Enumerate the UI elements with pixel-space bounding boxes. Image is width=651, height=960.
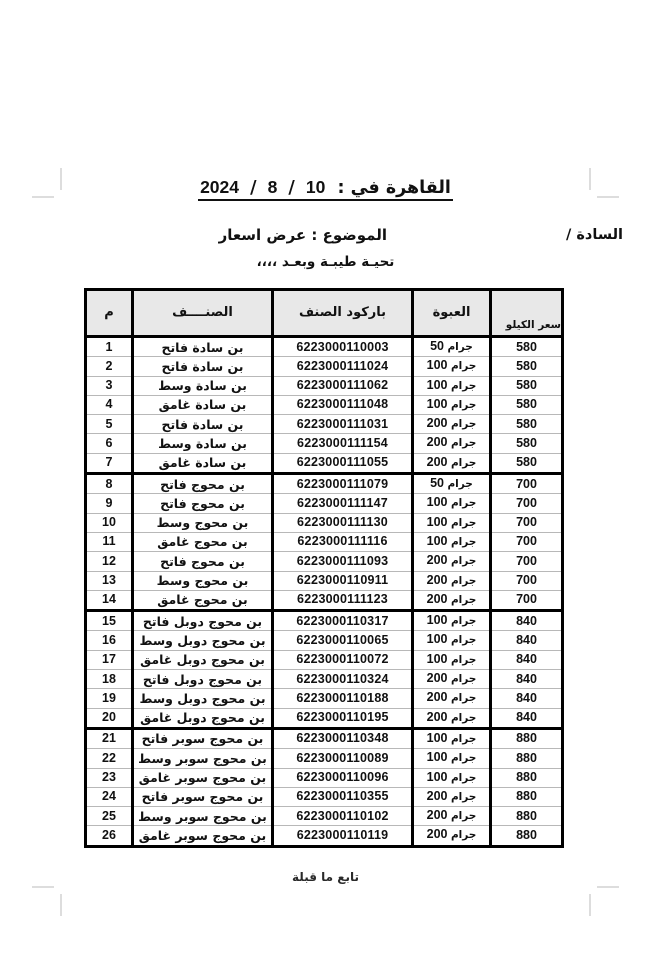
cell-price: 880 — [491, 787, 563, 806]
cell-price: 580 — [491, 415, 563, 434]
cell-barcode: 6223000110317 — [273, 611, 413, 631]
cell-index: 20 — [86, 708, 133, 728]
pack-quantity: 50 — [430, 339, 444, 353]
greeting-line: تحيـة طيبـة وبعـد ،،،، — [256, 254, 395, 270]
cell-index: 18 — [86, 670, 133, 689]
column-header-pack: العبوة — [413, 290, 491, 337]
pack-quantity: 200 — [426, 808, 448, 823]
date-separator-2: / — [250, 178, 257, 198]
cell-barcode: 6223000111079 — [273, 474, 413, 494]
cell-index: 1 — [86, 337, 133, 357]
cell-pack — [413, 376, 491, 395]
cell-barcode: 6223000111130 — [273, 513, 413, 532]
cell-product-name: بن سادة غامق — [133, 395, 273, 414]
pack-quantity: 200 — [426, 690, 448, 705]
pack-quantity: 100 — [426, 495, 448, 510]
cell-product-name: بن محوج غامق — [133, 590, 273, 610]
pack-quantity: 200 — [426, 454, 448, 469]
cell-price: 880 — [491, 807, 563, 826]
table-row — [86, 494, 563, 513]
date-label: القاهرة في : — [337, 178, 451, 198]
cell-pack — [413, 631, 491, 650]
cell-index: 19 — [86, 689, 133, 708]
cell-barcode: 6223000111062 — [273, 376, 413, 395]
pack-unit: جرام — [450, 653, 477, 666]
cell-barcode: 6223000110119 — [273, 826, 413, 846]
cell-barcode: 6223000110195 — [273, 708, 413, 728]
cell-price: 580 — [491, 337, 563, 357]
table-row — [86, 611, 563, 631]
pack-unit: جرام — [450, 574, 477, 587]
pack-quantity: 100 — [426, 750, 448, 765]
cell-product-name: بن محوج دوبل غامق — [133, 708, 273, 728]
cell-pack — [413, 494, 491, 513]
cell-pack — [413, 337, 491, 357]
cell-product-name: بن محوج فاتح — [133, 494, 273, 513]
cell-price: 840 — [491, 650, 563, 669]
pack-unit: جرام — [450, 379, 477, 392]
table-row — [86, 395, 563, 414]
pack-unit: جرام — [450, 437, 477, 450]
table-row — [86, 650, 563, 669]
cell-product-name: بن محوج سوبر غامق — [133, 826, 273, 846]
date-month: 8 — [267, 177, 278, 197]
cell-pack — [413, 708, 491, 728]
cell-index: 5 — [86, 415, 133, 434]
cell-barcode: 6223000111123 — [273, 590, 413, 610]
pack-quantity: 200 — [426, 416, 448, 431]
cell-price: 880 — [491, 768, 563, 787]
cell-barcode: 6223000110355 — [273, 787, 413, 806]
cell-pack — [413, 670, 491, 689]
pack-unit: جرام — [450, 535, 477, 548]
cell-pack — [413, 826, 491, 846]
table-row — [86, 728, 563, 748]
pack-quantity: 100 — [426, 632, 448, 647]
cell-index: 22 — [86, 749, 133, 768]
cell-barcode: 6223000110065 — [273, 631, 413, 650]
column-header-index: م — [86, 290, 133, 337]
table-row — [86, 532, 563, 551]
cell-product-name: بن سادة فاتح — [133, 357, 273, 376]
cell-barcode: 6223000110089 — [273, 749, 413, 768]
date-line — [0, 177, 651, 201]
pack-quantity: 100 — [426, 769, 448, 784]
table-row — [86, 453, 563, 473]
cell-product-name: بن محوج وسط — [133, 513, 273, 532]
cell-index: 16 — [86, 631, 133, 650]
header-row — [86, 290, 563, 337]
pack-unit: جرام — [450, 555, 477, 568]
cell-pack — [413, 434, 491, 453]
pack-quantity: 200 — [426, 788, 448, 803]
table-row — [86, 415, 563, 434]
table-row — [86, 708, 563, 728]
cell-barcode: 6223000110188 — [273, 689, 413, 708]
table-row — [86, 513, 563, 532]
cell-product-name: بن محوج سوبر غامق — [133, 768, 273, 787]
table-row — [86, 689, 563, 708]
date-separator-1: / — [288, 178, 295, 198]
cell-pack — [413, 415, 491, 434]
cell-barcode: 6223000110096 — [273, 768, 413, 787]
cell-pack — [413, 474, 491, 494]
pack-quantity: 100 — [426, 730, 448, 745]
cell-pack — [413, 650, 491, 669]
cell-barcode: 6223000110003 — [273, 337, 413, 357]
cell-pack — [413, 768, 491, 787]
cell-price: 840 — [491, 631, 563, 650]
cell-pack — [413, 453, 491, 473]
cell-product-name: بن سادة وسط — [133, 376, 273, 395]
pack-unit: جرام — [450, 593, 477, 606]
cell-barcode: 6223000111147 — [273, 494, 413, 513]
cell-index: 12 — [86, 552, 133, 571]
pack-quantity: 100 — [426, 514, 448, 529]
cell-product-name: بن محوج سوبر فاتح — [133, 728, 273, 748]
cell-pack — [413, 787, 491, 806]
cell-barcode: 6223000110911 — [273, 571, 413, 590]
pack-unit: جرام — [450, 692, 477, 705]
price-table — [84, 288, 564, 848]
table-row — [86, 571, 563, 590]
pack-quantity: 100 — [426, 377, 448, 392]
cell-price: 700 — [491, 474, 563, 494]
cell-price: 880 — [491, 749, 563, 768]
cell-barcode: 6223000111048 — [273, 395, 413, 414]
cell-pack — [413, 357, 491, 376]
cell-price: 700 — [491, 494, 563, 513]
table-row — [86, 590, 563, 610]
cell-price: 580 — [491, 434, 563, 453]
cell-index: 9 — [86, 494, 133, 513]
cell-price: 580 — [491, 357, 563, 376]
date-day: 10 — [305, 177, 326, 197]
cell-price: 840 — [491, 708, 563, 728]
cell-barcode: 6223000110072 — [273, 650, 413, 669]
cell-index: 13 — [86, 571, 133, 590]
cell-product-name: بن محوج سوبر فاتح — [133, 787, 273, 806]
pack-unit: جرام — [450, 456, 477, 469]
cell-barcode: 6223000111055 — [273, 453, 413, 473]
pack-unit: جرام — [450, 732, 477, 745]
table-row — [86, 670, 563, 689]
cell-product-name: بن محوج فاتح — [133, 474, 273, 494]
cell-barcode: 6223000111024 — [273, 357, 413, 376]
cell-pack — [413, 395, 491, 414]
cell-price: 700 — [491, 513, 563, 532]
pack-unit: جرام — [450, 711, 477, 724]
cell-index: 11 — [86, 532, 133, 551]
column-header-barcode: باركود الصنف — [273, 290, 413, 337]
pack-unit: جرام — [450, 829, 477, 842]
pack-unit: جرام — [450, 615, 477, 628]
cell-barcode: 6223000110102 — [273, 807, 413, 826]
price-table-head — [86, 290, 563, 337]
pack-unit: جرام — [450, 497, 477, 510]
cell-barcode: 6223000111093 — [273, 552, 413, 571]
pack-unit: جرام — [450, 516, 477, 529]
cell-product-name: بن محوج دوبل فاتح — [133, 670, 273, 689]
pack-quantity: 50 — [430, 476, 444, 491]
cell-pack — [413, 689, 491, 708]
table-row — [86, 552, 563, 571]
pack-quantity: 100 — [426, 358, 448, 373]
pack-unit: جرام — [450, 790, 477, 803]
cell-product-name: بن محوج وسط — [133, 571, 273, 590]
pack-unit: جرام — [450, 398, 477, 411]
pack-unit: جرام — [447, 478, 473, 491]
cell-product-name: بن محوج دوبل فاتح — [133, 611, 273, 631]
pack-unit: جرام — [450, 810, 477, 823]
footer-note: تابع ما قبلة — [292, 870, 359, 884]
cell-index: 17 — [86, 650, 133, 669]
cell-price: 840 — [491, 611, 563, 631]
cell-price: 700 — [491, 571, 563, 590]
cell-pack — [413, 513, 491, 532]
cell-product-name: بن سادة فاتح — [133, 415, 273, 434]
table-row — [86, 631, 563, 650]
cell-price: 700 — [491, 532, 563, 551]
cell-pack — [413, 611, 491, 631]
cell-barcode: 6223000111116 — [273, 532, 413, 551]
cell-product-name: بن محوج غامق — [133, 532, 273, 551]
date-year: 2024 — [200, 177, 239, 197]
table-row — [86, 434, 563, 453]
pack-unit: جرام — [450, 418, 477, 431]
pack-quantity: 100 — [426, 533, 448, 548]
pack-quantity: 200 — [426, 671, 448, 686]
pack-quantity: 100 — [426, 396, 448, 411]
pack-unit: جرام — [450, 360, 477, 373]
price-table-body — [86, 337, 563, 847]
pack-quantity: 100 — [426, 613, 448, 628]
cell-price: 840 — [491, 689, 563, 708]
column-header-name: الصنــــف — [133, 290, 273, 337]
pack-quantity: 200 — [426, 709, 448, 724]
cell-price: 580 — [491, 453, 563, 473]
cell-price: 880 — [491, 728, 563, 748]
cell-pack — [413, 552, 491, 571]
table-row — [86, 337, 563, 357]
table-row — [86, 807, 563, 826]
pack-quantity: 200 — [426, 591, 448, 606]
cell-index: 7 — [86, 453, 133, 473]
cell-pack — [413, 728, 491, 748]
cell-pack — [413, 532, 491, 551]
cell-price: 700 — [491, 590, 563, 610]
pack-quantity: 200 — [426, 827, 448, 842]
cell-pack — [413, 571, 491, 590]
table-row — [86, 787, 563, 806]
cell-price: 580 — [491, 376, 563, 395]
cell-index: 8 — [86, 474, 133, 494]
subject-line: الموضوع : عرض اسعار — [218, 226, 387, 244]
table-row — [86, 474, 563, 494]
cell-pack — [413, 590, 491, 610]
column-header-price: سعر الكيلو — [491, 290, 563, 337]
cell-index: 10 — [86, 513, 133, 532]
cell-index: 14 — [86, 590, 133, 610]
cell-price: 700 — [491, 552, 563, 571]
cell-index: 2 — [86, 357, 133, 376]
cell-index: 3 — [86, 376, 133, 395]
pack-quantity: 100 — [426, 651, 448, 666]
cell-index: 24 — [86, 787, 133, 806]
cell-index: 6 — [86, 434, 133, 453]
pack-quantity: 200 — [426, 435, 448, 450]
cell-product-name: بن محوج دوبل غامق — [133, 650, 273, 669]
cell-product-name: بن سادة فاتح — [133, 337, 273, 357]
pack-unit: جرام — [450, 752, 477, 765]
cell-product-name: بن محوج دوبل وسط — [133, 631, 273, 650]
table-row — [86, 826, 563, 846]
cell-index: 23 — [86, 768, 133, 787]
cell-barcode: 6223000110348 — [273, 728, 413, 748]
cell-product-name: بن محوج سوبر وسط — [133, 807, 273, 826]
crop-mark-bottom-left-icon — [32, 886, 62, 916]
table-row — [86, 768, 563, 787]
price-table-container — [87, 288, 564, 848]
crop-mark-bottom-right-icon — [589, 886, 619, 916]
pack-unit: جرام — [447, 341, 473, 353]
cell-price: 880 — [491, 826, 563, 846]
cell-index: 15 — [86, 611, 133, 631]
cell-barcode: 6223000111154 — [273, 434, 413, 453]
cell-pack — [413, 749, 491, 768]
cell-pack — [413, 807, 491, 826]
cell-product-name: بن سادة غامق — [133, 453, 273, 473]
pack-quantity: 200 — [426, 572, 448, 587]
cell-product-name: بن محوج فاتح — [133, 552, 273, 571]
cell-index: 4 — [86, 395, 133, 414]
pack-unit: جرام — [450, 673, 477, 686]
cell-index: 21 — [86, 728, 133, 748]
pack-unit: جرام — [450, 771, 477, 784]
cell-index: 25 — [86, 807, 133, 826]
cell-price: 580 — [491, 395, 563, 414]
table-row — [86, 749, 563, 768]
addressee-label: السادة / — [566, 227, 623, 243]
cell-barcode: 6223000111031 — [273, 415, 413, 434]
table-row — [86, 357, 563, 376]
pack-quantity: 200 — [426, 553, 448, 568]
table-row — [86, 376, 563, 395]
cell-barcode: 6223000110324 — [273, 670, 413, 689]
cell-product-name: بن محوج سوبر وسط — [133, 749, 273, 768]
cell-product-name: بن سادة وسط — [133, 434, 273, 453]
cell-price: 840 — [491, 670, 563, 689]
cell-index: 26 — [86, 826, 133, 846]
cell-product-name: بن محوج دوبل وسط — [133, 689, 273, 708]
pack-unit: جرام — [450, 634, 477, 647]
